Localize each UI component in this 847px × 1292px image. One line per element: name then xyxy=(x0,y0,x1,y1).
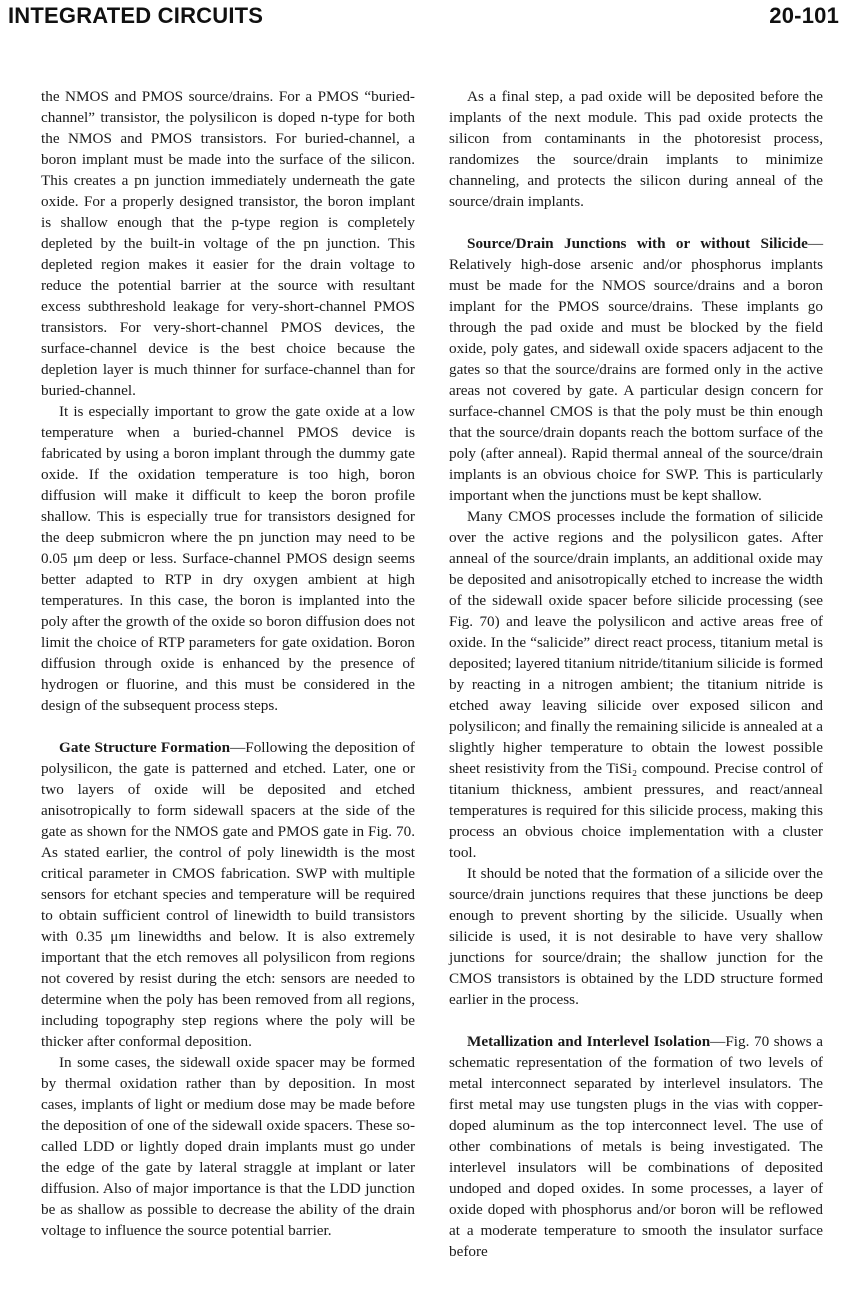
paragraph-heading: Metallization and Interlevel Isolation xyxy=(467,1033,711,1050)
right-column xyxy=(449,86,823,1262)
paragraph-heading: Source/Drain Junctions with or without Silicide xyxy=(467,235,808,252)
paragraph-text: It is especially important to grow the gate oxide at a low temperature when a buried-channel PMOS device is fabricated by using a boron implant through the dummy gate oxide. If the oxidation temperature is too high, boron diffusion will make it difficult to keep the boron profile shallow. This is especially true for transistors designed for the deep submicron where the pn junction may need to be 0.05 μm deep or less. Surface-channel PMOS design seems better adapted to RTP in dry oxygen ambient at high temperatures. In this case, the boron is implanted into the poly after the growth of the oxide so boron diffusion does not limit the choice of RTP parameters for gate oxidation. Boron diffusion through oxide is enhanced by the presence of hydrogen or fluorine, and this must be considered in the design of the subsequent process steps. xyxy=(41,403,415,714)
paragraph xyxy=(41,737,415,1052)
paragraph-text: As a final step, a pad oxide will be deposited before the implants of the next module. This pad oxide protects the silicon from contaminants in the photoresist process, randomizes the source/drain implants to minimize channeling, and protects the silicon during anneal of the source/drain implants. xyxy=(449,88,823,210)
paragraph-text: —Fig. 70 shows a schematic representation of the formation of two levels of metal interconnect separated by interlevel insulators. The first metal may use tungsten plugs in the vias with copper-doped aluminum as the top interconnect level. The use of other combinations of metals is being investigated. The interlevel insulators will be combinations of deposited undoped and doped oxides. In some processes, a layer of oxide doped with phosphorus and/or boron will be reflowed at a moderate temperature to smooth the insulator surface before xyxy=(449,1033,824,1260)
paragraph xyxy=(449,1031,823,1262)
paragraph-text: the NMOS and PMOS source/drains. For a PMOS “buried-channel” transistor, the polysilicon is doped n-type for both the NMOS and PMOS transistors. For buried-channel, a boron implant must be made into the surface of the silicon. This creates a pn junction immediately underneath the gate oxide. For a properly designed transistor, the boron implant is shallow enough that the p-type region is completely depleted by the built-in voltage of the pn junction. This depleted region makes it easier for the drain voltage to reduce the potential barrier at the source with resultant excess subthreshold leakage for very-short-channel PMOS transistors. For very-short-channel PMOS devices, the surface-channel device is the best choice because the depletion layer is much thinner for surface-channel than for buried-channel. xyxy=(41,88,415,399)
paragraph xyxy=(41,401,415,716)
paragraph xyxy=(41,86,415,401)
left-column xyxy=(41,86,415,1241)
paragraph-text: It should be noted that the formation of a silicide over the source/drain junctions requires that these junctions be deep enough to prevent shorting by the silicide. Usually when silicide is used, it is not desirable to have very shallow junctions for source/drain; the shallow junction for the CMOS transistors is obtained by the LDD structure formed earlier in the process. xyxy=(449,865,823,1008)
paragraph xyxy=(449,86,823,212)
paragraph-text: In some cases, the sidewall oxide spacer may be formed by thermal oxidation rather than by deposition. In most cases, implants of light or medium dose may be made before the deposition of one of the sidewall oxide spacers. These so-called LDD or lightly doped drain implants must go under the edge of the gate by lateral straggle at implant or later diffusion. Also of major importance is that the LDD junction be as shallow as possible to decrease the ability of the drain voltage to influence the source potential barrier. xyxy=(41,1054,415,1239)
paragraph-text: —Relatively high-dose arsenic and/or phosphorus implants must be made for the NMOS source/drains and a boron implant for the PMOS source/drains. These implants go through the pad oxide and must be blocked by the field oxide, poly gates, and sidewall oxide spacers adjacent to the gates so that the source/drains are formed only in the active areas not covered by gate. A particular design concern for surface-channel CMOS is that the poly must be thin enough that the source/drain dopants reach the bottom surface of the poly (after anneal). Rapid thermal anneal of the source/drain implants is an obvious choice for SWP. This is particularly important when the junctions must be kept shallow. xyxy=(449,235,823,504)
paragraph-heading: Gate Structure Formation xyxy=(59,739,231,756)
paragraph-text: Many CMOS processes include the formation of silicide over the active regions and the polysilicon gates. After anneal of the source/drain implants, an additional oxide may be deposited and anisotropically etched to increase the width of the sidewall oxide spacer before silicide processing (see Fig. 70) and leave the polysilicon and active areas free of oxide. In the “salicide” direct react process, titanium metal is deposited; layered titanium nitride/titanium silicide is formed by reacting in a nitrogen ambient; the titanium nitride is etched away leaving silicide over exposed silicon and polysilicon; and finally the remaining silicide is annealed at a slightly higher temperature to obtain the lowest possible sheet resistivity from the TiSi₂ compound. Precise control of titanium thickness, ambient pressures, and react/anneal temperatures is required for this silicide process, making this process an obvious choice implementation with a cluster tool. xyxy=(449,508,823,861)
page-number: 20-101 xyxy=(769,3,839,28)
paragraph xyxy=(449,233,823,506)
paragraph xyxy=(41,1052,415,1241)
paragraph xyxy=(449,863,823,1010)
section-title: INTEGRATED CIRCUITS xyxy=(8,3,264,28)
paragraph xyxy=(449,506,823,863)
page-header xyxy=(0,0,847,40)
paragraph-text: —Following the deposition of polysilicon, the gate is patterned and etched. Later, one or two layers of oxide will be deposited and etched anisotropically to form sidewall spacers at the side of the gate as shown for the NMOS gate and PMOS gate in Fig. 70. As stated earlier, the control of poly linewidth is the most critical parameter in CMOS fabrication. SWP with multiple sensors for etchant species and temperature will be required to obtain sufficient control of linewidth to build transistors with 0.35 μm linewidths and below. It is also extremely important that the etch removes all polysilicon from regions not covered by resist during the etch: sensors are needed to determine when the poly has been removed from all regions, including topography step regions where the poly will be thicker after conformal deposition. xyxy=(41,739,415,1050)
